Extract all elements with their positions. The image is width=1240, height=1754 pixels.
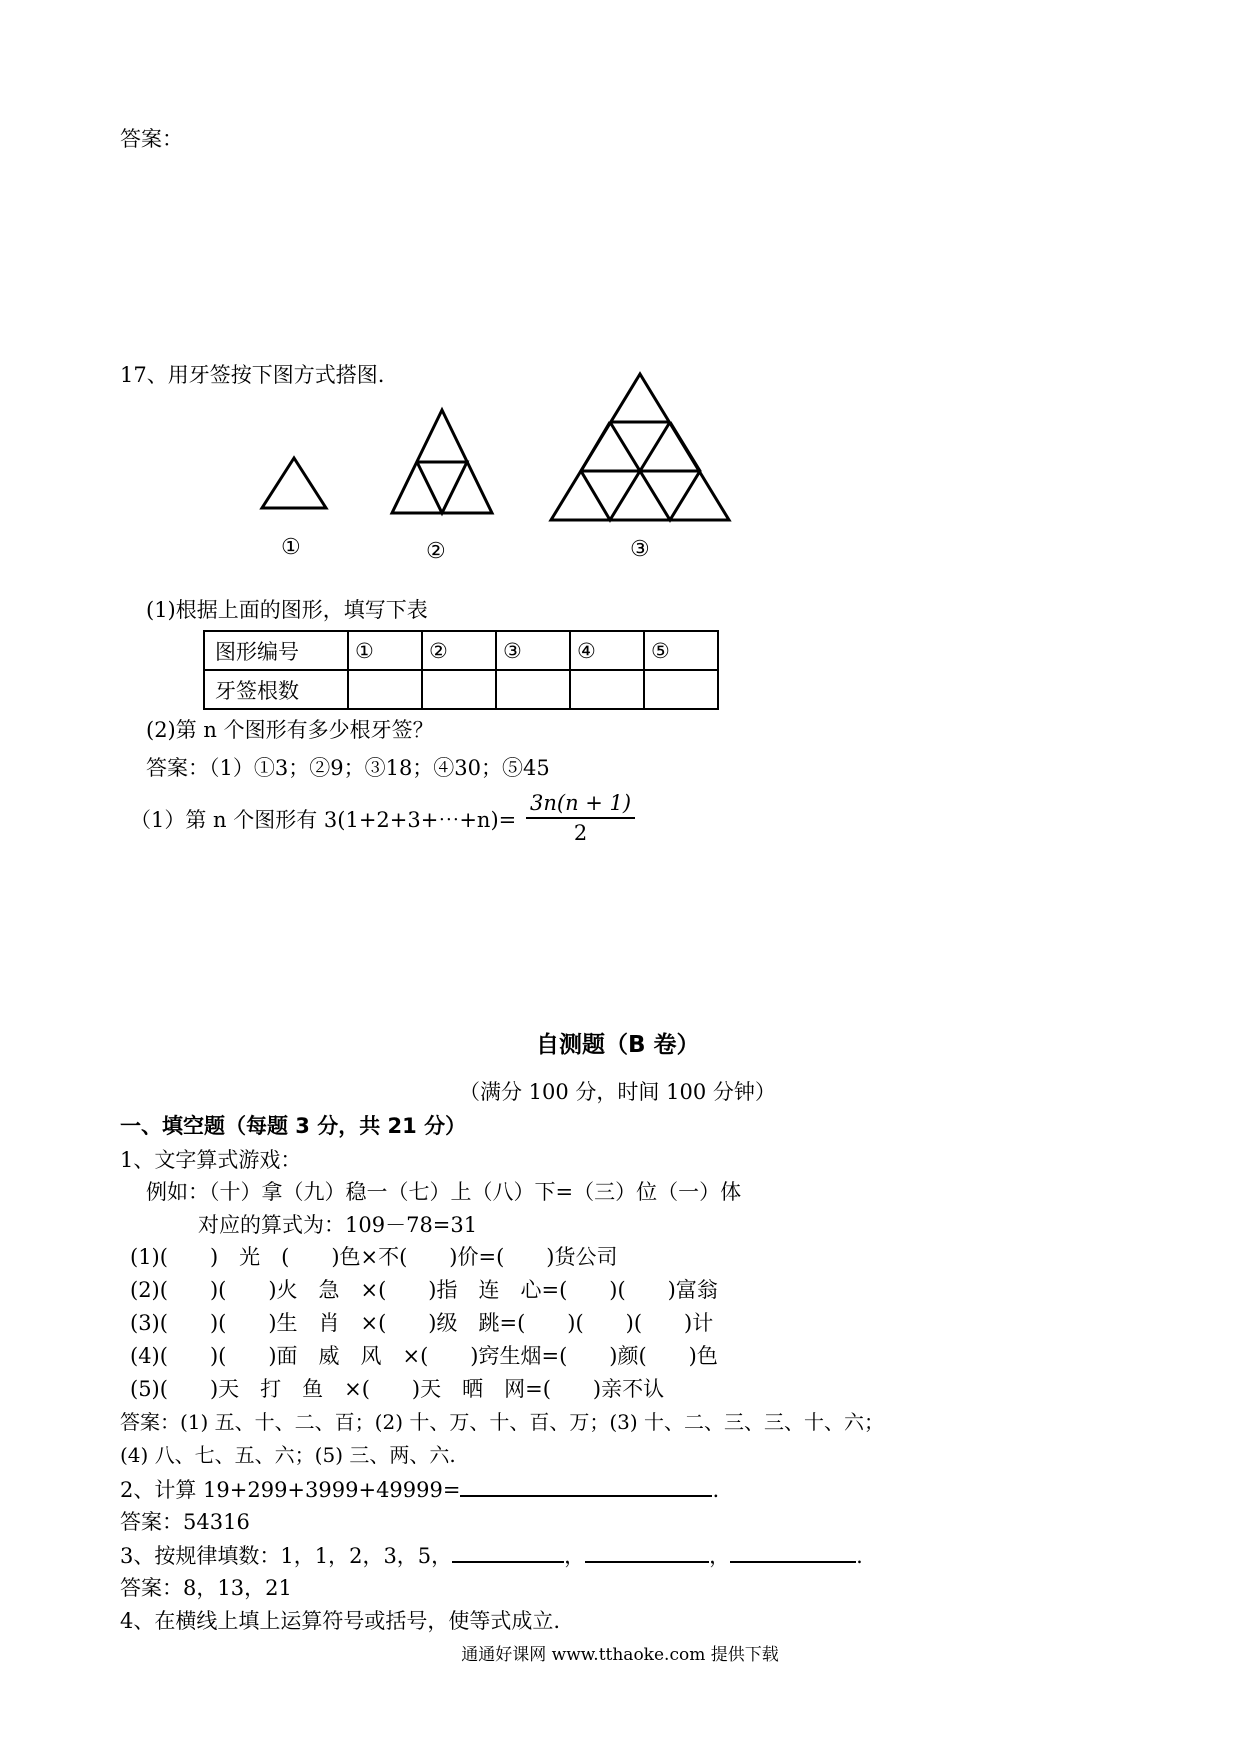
q2-prompt: 2、计算 19+299+3999+49999= [120, 1478, 461, 1502]
q3-blank-2 [585, 1543, 709, 1563]
q3-line [120, 1543, 863, 1569]
q17-answer1: 答案：（1）①3；②9；③18；④30；⑤45 [146, 756, 550, 780]
table-cell: ⑤ [644, 631, 718, 670]
q1-answer-line-2: (4) 八、七、五、六；(5) 三、两、六. [120, 1443, 456, 1467]
q17-title: 17、用牙签按下图方式搭图. [120, 363, 385, 387]
q17-part1-prompt: (1)根据上面的图形，填写下表 [146, 598, 428, 622]
table-cell [422, 670, 496, 709]
fraction-denominator: 2 [573, 821, 588, 845]
table-cell [570, 670, 644, 709]
q1-line-4: (4)( )( )面 威 风 ×( )窍生烟=( )颜( )色 [130, 1344, 718, 1368]
table-row [204, 670, 718, 709]
table-cell: ④ [570, 631, 644, 670]
q1-line-2: (2)( )( )火 急 ×( )指 连 心=( )( )富翁 [130, 1278, 718, 1302]
section-subtitle: （满分 100 分，时间 100 分钟） [459, 1080, 776, 1104]
table-cell [644, 670, 718, 709]
q3-sep-2: ， [709, 1544, 731, 1568]
q1-answer-line-1: 答案：(1) 五、十、二、百；(2) 十、万、十、百、万；(3) 十、二、三、三、十、六； [120, 1410, 885, 1434]
q17-part2-prompt: (2)第 n 个图形有多少根牙签？ [146, 718, 434, 742]
q3-blank-1 [452, 1543, 564, 1563]
table-cell: ③ [496, 631, 570, 670]
figure-1-triangle [262, 458, 326, 508]
q4-prompt: 4、在横线上填上运算符号或括号，使等式成立. [120, 1609, 561, 1633]
section-title: 自测题（B 卷） [536, 1032, 700, 1058]
page-footer: 通通好课网 www.tthaoke.com 提供下载 [461, 1645, 779, 1665]
q3-end: . [856, 1544, 863, 1568]
q1-example: 例如：（十）拿（九）稳一（七）上（八）下=（三）位（一）体 [146, 1180, 742, 1204]
q1-title: 1、文字算式游戏： [120, 1148, 302, 1172]
table-header-toothpick-count: 牙签根数 [204, 670, 348, 709]
figure-2-inner-lines [417, 462, 467, 513]
table-cell: ① [348, 631, 422, 670]
q3-prompt: 3、按规律填数：1，1，2，3，5， [120, 1544, 453, 1568]
figure-label-2: ② [426, 539, 446, 564]
figure-label-3: ③ [630, 537, 650, 562]
q2-end: . [712, 1478, 720, 1502]
q3-sep-1: ， [564, 1544, 586, 1568]
q1-line-1: (1)( ) 光 ( )色×不( )价=( )货公司 [130, 1245, 618, 1269]
top-answer-label: 答案： [120, 127, 183, 151]
figure-3-outer-triangle [551, 374, 729, 520]
table-header-figure-number: 图形编号 [204, 631, 348, 670]
q3-blank-3 [730, 1543, 856, 1563]
toothpick-triangle-figures [0, 0, 1240, 560]
q17-answer2: （1）第 n 个图形有 3(1+2+3+⋯+n)= [130, 808, 517, 832]
q2-line [120, 1477, 719, 1503]
q1-line-3: (3)( )( )生 肖 ×( )级 跳=( )( )( )计 [130, 1311, 714, 1335]
fraction-numerator: 3n(n + 1) [526, 791, 635, 819]
q2-answer-blank [460, 1477, 712, 1497]
figure-3-inner-b [610, 422, 670, 471]
q3-answer: 答案：8，13，21 [120, 1576, 292, 1600]
table-cell: ② [422, 631, 496, 670]
table-row [204, 631, 718, 670]
table-cell [496, 670, 570, 709]
figure-label-1: ① [281, 535, 301, 560]
table-cell [348, 670, 422, 709]
q1-example-formula: 对应的算式为：109－78=31 [198, 1213, 478, 1237]
toothpick-table [203, 630, 719, 710]
part-heading: 一、填空题（每题 3 分，共 21 分） [120, 1114, 467, 1138]
q1-line-5: (5)( )天 打 鱼 ×( )天 晒 网=( )亲不认 [130, 1377, 665, 1401]
q2-answer: 答案：54316 [120, 1510, 250, 1534]
answer-fraction [526, 791, 635, 845]
